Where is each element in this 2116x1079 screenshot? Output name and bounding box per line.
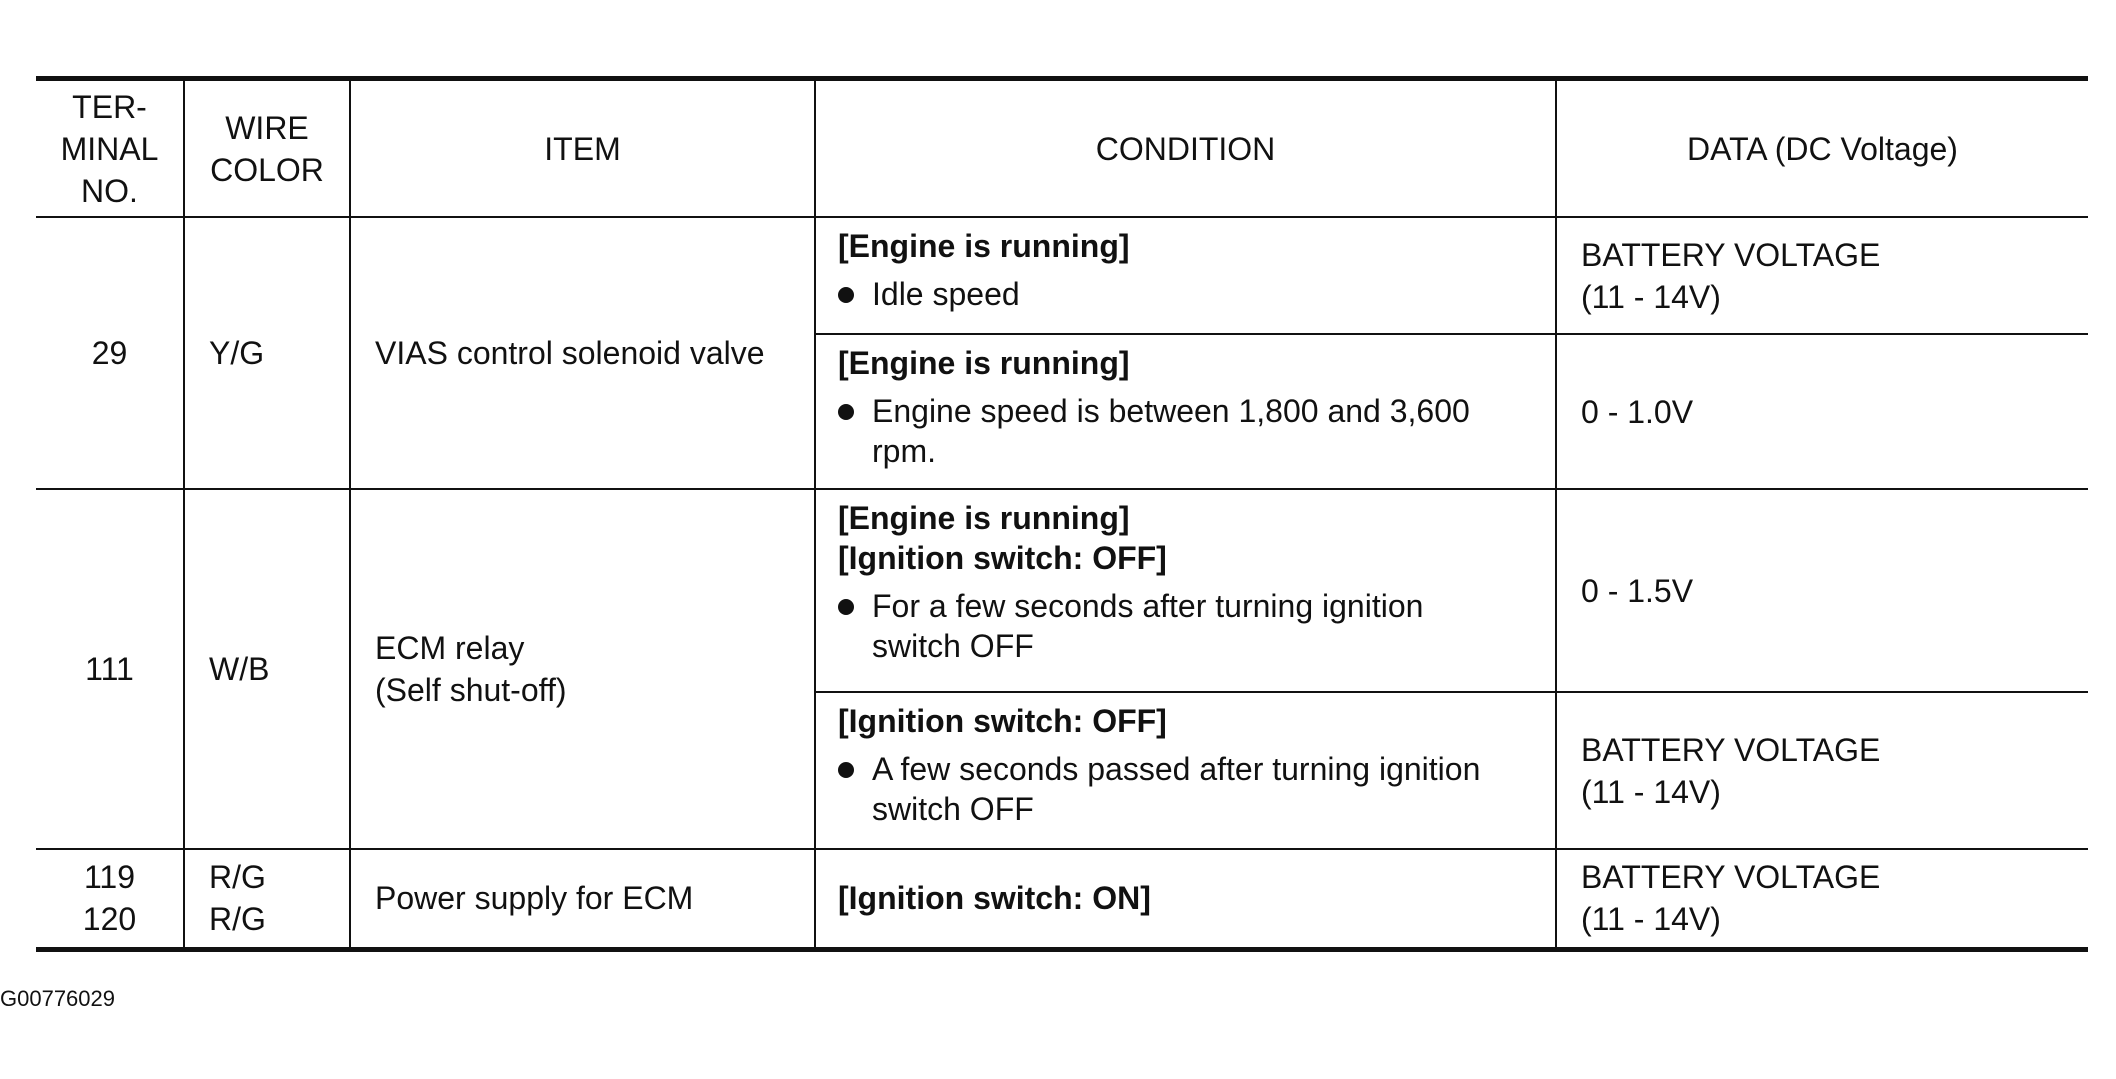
condition-bullet-text xyxy=(872,586,1423,666)
document-id: G00776029 xyxy=(0,986,115,1011)
wire-line-120: R/G xyxy=(209,901,266,938)
condition-heading: [Ignition switch: OFF] xyxy=(838,540,1167,576)
table-row xyxy=(36,849,2088,949)
header-wire-color xyxy=(184,79,350,218)
data-line-2: (11 - 14V) xyxy=(1581,901,1721,938)
item-ecm-relay xyxy=(350,489,815,849)
table-row xyxy=(36,217,2088,334)
bullet-icon xyxy=(838,599,854,615)
condition-bullet-text: Idle speed xyxy=(872,276,1020,312)
condition-bullet-line-2: switch OFF xyxy=(872,791,1034,827)
header-terminal-no xyxy=(36,79,184,218)
data-line-1: BATTERY VOLTAGE xyxy=(1581,731,1881,768)
condition-cell xyxy=(815,217,1556,334)
header-data: DATA (DC Voltage) xyxy=(1556,79,2088,218)
condition-bullet-text xyxy=(872,391,1470,471)
condition-bullet-line-2: switch OFF xyxy=(872,628,1034,664)
data-cell: 0 - 1.5V xyxy=(1556,489,2088,692)
condition-bullet-text xyxy=(872,749,1480,829)
bullet-icon xyxy=(838,404,854,420)
wire-line-119: R/G xyxy=(209,859,266,896)
condition-bullet xyxy=(838,749,1533,829)
item-power-supply: Power supply for ECM xyxy=(350,849,815,949)
header-terminal-line-1: TER- xyxy=(72,88,147,125)
data-line-1: BATTERY VOLTAGE xyxy=(1581,236,1881,273)
header-terminal-line-3: NO. xyxy=(81,172,138,209)
condition-bullet xyxy=(838,586,1533,666)
terminal-no-111: 111 xyxy=(36,489,184,849)
data-cell xyxy=(1556,692,2088,849)
condition-bullet-line-1: For a few seconds after turning ignition xyxy=(872,588,1424,624)
condition-heading: [Engine is running] xyxy=(838,500,1130,536)
item-vias-solenoid: VIAS control solenoid valve xyxy=(350,217,815,489)
bullet-icon xyxy=(838,762,854,778)
data-line-2: (11 - 14V) xyxy=(1581,278,1721,315)
condition-bullet-line-1: A few seconds passed after turning ignition xyxy=(872,751,1481,787)
condition-cell xyxy=(815,849,1556,949)
wire-color-119-120 xyxy=(184,849,350,949)
data-cell: 0 - 1.0V xyxy=(1556,334,2088,489)
condition-heading: [Engine is running] xyxy=(838,345,1130,381)
condition-bullet xyxy=(838,274,1533,314)
wire-color-29: Y/G xyxy=(184,217,350,489)
terminal-line-120: 120 xyxy=(82,901,137,938)
condition-bullet-line-1: Engine speed is between 1,800 and 3,600 xyxy=(872,393,1470,429)
wire-color-111: W/B xyxy=(184,489,350,849)
terminal-no-29: 29 xyxy=(36,217,184,489)
condition-heading: [Ignition switch: ON] xyxy=(838,880,1151,917)
condition-bullet xyxy=(838,391,1533,471)
header-condition: CONDITION xyxy=(815,79,1556,218)
condition-heading: [Engine is running] xyxy=(838,228,1130,264)
bullet-icon xyxy=(838,287,854,303)
table-row xyxy=(36,489,2088,692)
header-wire-line-2: COLOR xyxy=(210,151,324,188)
condition-bullet-line-2: rpm. xyxy=(872,433,936,469)
item-line-2: (Self shut-off) xyxy=(375,672,567,708)
header-terminal-line-2: MINAL xyxy=(60,130,159,167)
ecm-terminal-table xyxy=(36,76,2088,952)
terminal-no-119-120 xyxy=(36,849,184,949)
terminal-line-119: 119 xyxy=(83,859,135,896)
item-line-1: ECM relay xyxy=(375,630,525,666)
data-line-2: (11 - 14V) xyxy=(1581,773,1721,810)
header-wire-line-1: WIRE xyxy=(225,109,309,146)
condition-heading: [Ignition switch: OFF] xyxy=(838,703,1167,739)
condition-cell xyxy=(815,489,1556,692)
data-cell xyxy=(1556,849,2088,949)
condition-cell xyxy=(815,334,1556,489)
data-cell xyxy=(1556,217,2088,334)
table-header-row xyxy=(36,79,2088,218)
condition-cell xyxy=(815,692,1556,849)
header-item: ITEM xyxy=(350,79,815,218)
data-line-1: BATTERY VOLTAGE xyxy=(1581,859,1881,896)
